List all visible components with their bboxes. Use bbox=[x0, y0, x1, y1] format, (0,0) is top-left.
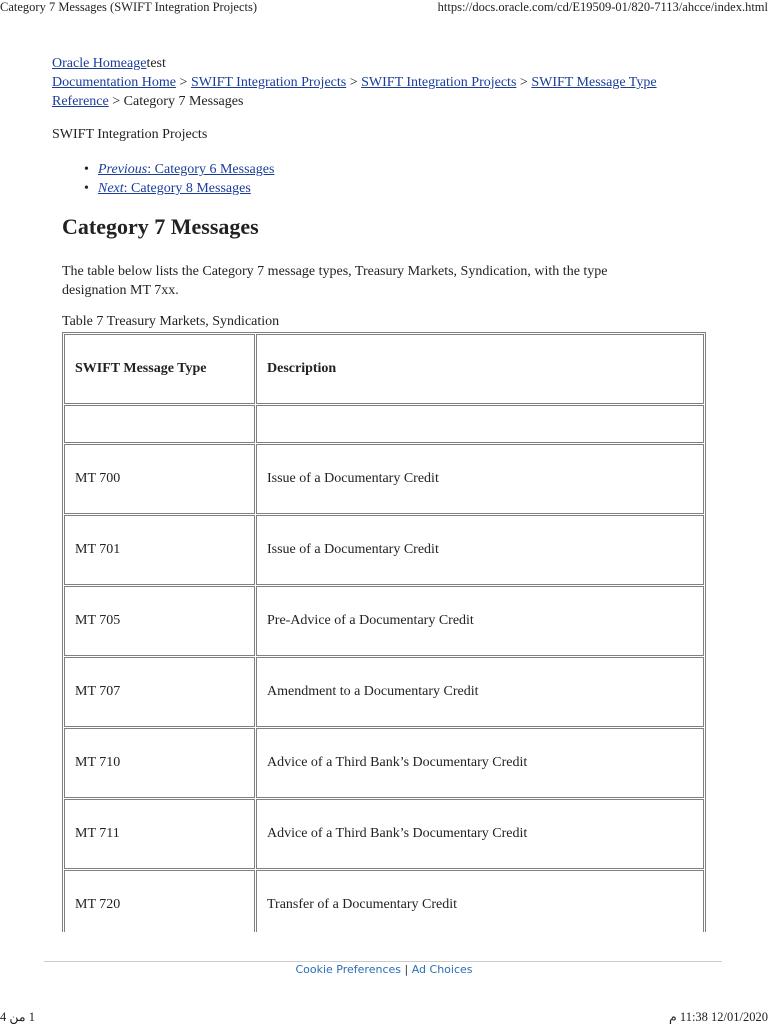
next-label: Next bbox=[98, 181, 124, 196]
table-row bbox=[64, 728, 704, 798]
breadcrumb-separator: > bbox=[519, 75, 528, 90]
breadcrumb-swift-message-type-reference[interactable]: SWIFT Message Type Reference bbox=[52, 75, 657, 109]
cookie-preferences-link[interactable]: Cookie Preferences bbox=[295, 963, 401, 976]
cell-message-type: MT 705 bbox=[64, 586, 255, 656]
table-row bbox=[64, 870, 704, 932]
cell-description: Advice of a Third Bank’s Documentary Credit bbox=[256, 799, 704, 869]
breadcrumb-documentation-home[interactable]: Documentation Home bbox=[52, 75, 177, 90]
table-row bbox=[64, 444, 704, 514]
cell-description bbox=[256, 405, 704, 443]
table-row bbox=[64, 586, 704, 656]
cell-description: Pre-Advice of a Documentary Credit bbox=[256, 586, 704, 656]
cell-message-type: MT 700 bbox=[64, 444, 255, 514]
cell-message-type: MT 701 bbox=[64, 515, 255, 585]
ad-choices-link[interactable]: Ad Choices bbox=[411, 963, 473, 976]
message-type-table bbox=[62, 332, 706, 932]
cell-message-type bbox=[64, 405, 255, 443]
previous-label: Previous bbox=[98, 162, 148, 177]
footer-divider bbox=[44, 961, 722, 962]
previous-title: : Category 6 Messages bbox=[147, 162, 275, 177]
print-header-url: https://docs.oracle.com/cd/E19509-01/820-7113/ahcce/index.html bbox=[437, 0, 768, 14]
cell-message-type: MT 720 bbox=[64, 870, 255, 932]
print-footer-page: 1 من 4 bbox=[0, 1010, 35, 1024]
cell-description: Advice of a Third Bank’s Documentary Credit bbox=[256, 728, 704, 798]
cell-description: Issue of a Documentary Credit bbox=[256, 515, 704, 585]
cell-message-type: MT 707 bbox=[64, 657, 255, 727]
footer-links bbox=[0, 963, 768, 976]
table-row bbox=[64, 799, 704, 869]
oracle-home-link[interactable]: Oracle Homeage bbox=[52, 56, 147, 71]
page-title: Category 7 Messages bbox=[62, 214, 259, 239]
cell-message-type: MT 711 bbox=[64, 799, 255, 869]
next-title: : Category 8 Messages bbox=[123, 181, 251, 196]
header-message-type: SWIFT Message Type bbox=[64, 334, 255, 404]
breadcrumb-separator: > bbox=[112, 94, 121, 109]
breadcrumb-current: Category 7 Messages bbox=[123, 94, 244, 109]
breadcrumb-swift-integration-projects[interactable]: SWIFT Integration Projects bbox=[190, 75, 347, 90]
cell-description: Issue of a Documentary Credit bbox=[256, 444, 704, 514]
table-caption: Table 7 Treasury Markets, Syndication bbox=[62, 314, 280, 329]
cell-message-type: MT 710 bbox=[64, 728, 255, 798]
oracle-home-suffix: test bbox=[146, 56, 166, 71]
breadcrumb-swift-integration-projects-2[interactable]: SWIFT Integration Projects bbox=[361, 75, 517, 90]
section-label: SWIFT Integration Projects bbox=[52, 127, 208, 142]
table-row bbox=[64, 657, 704, 727]
intro-paragraph: The table below lists the Category 7 message types, Treasury Markets, Syndication, with the type designation MT 7xx. bbox=[62, 264, 608, 298]
breadcrumb-separator: > bbox=[179, 75, 188, 90]
breadcrumb-separator: > bbox=[349, 75, 358, 90]
print-header-title: Category 7 Messages (SWIFT Integration Projects) bbox=[0, 0, 258, 14]
footer-separator: | bbox=[404, 963, 409, 976]
table-row bbox=[64, 515, 704, 585]
table-row bbox=[64, 405, 704, 443]
cell-description: Amendment to a Documentary Credit bbox=[256, 657, 704, 727]
cell-description: Transfer of a Documentary Credit bbox=[256, 870, 704, 932]
print-footer-datetime: 12/01/2020 11:38 م bbox=[669, 1010, 768, 1024]
table-header-row bbox=[64, 334, 704, 404]
header-description: Description bbox=[256, 334, 704, 404]
